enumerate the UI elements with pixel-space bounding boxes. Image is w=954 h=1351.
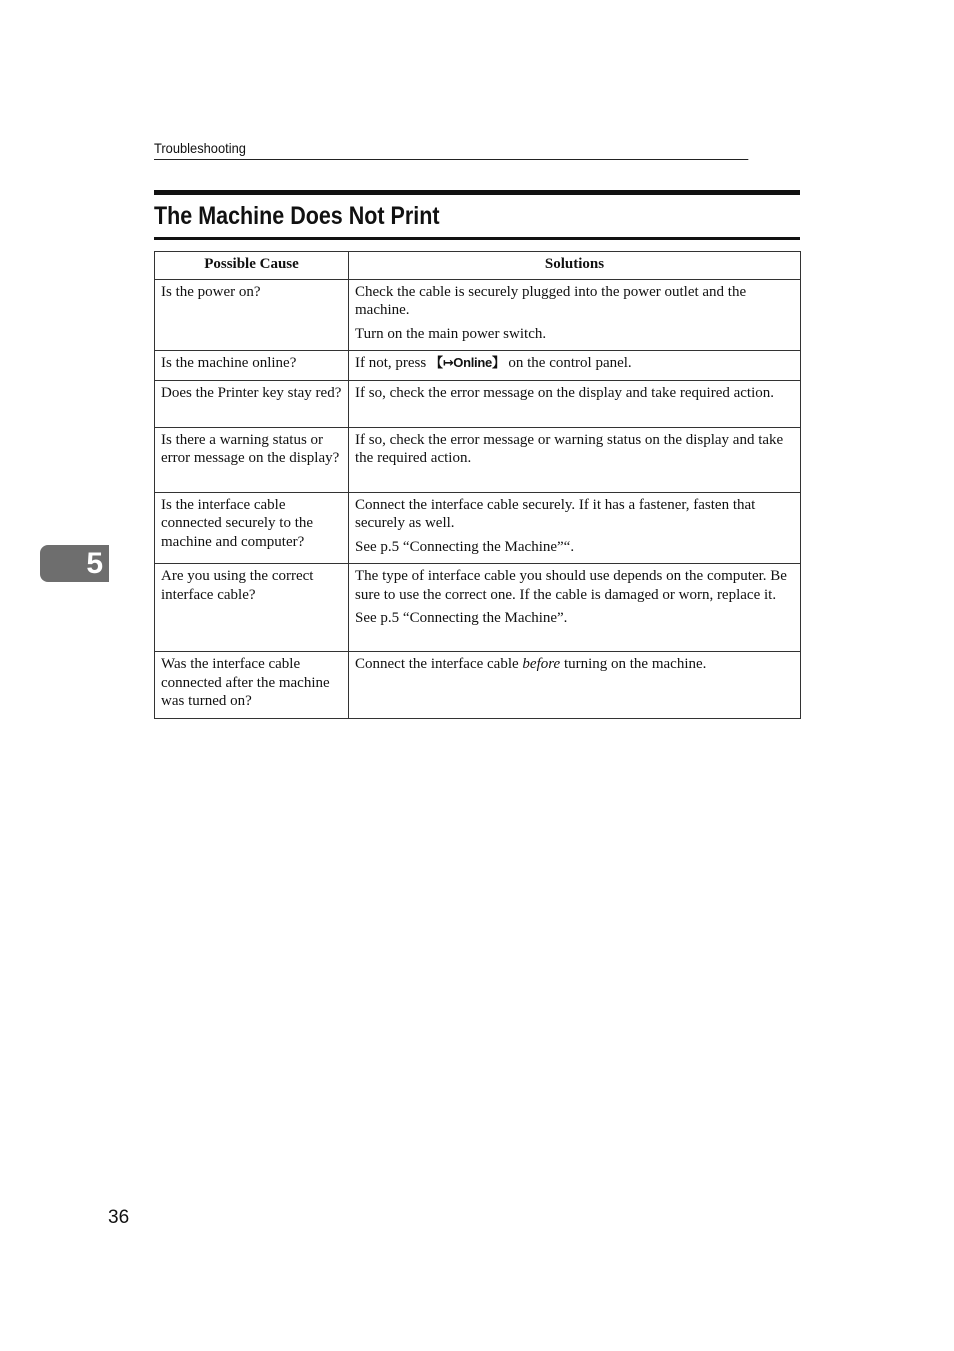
table-row — [155, 564, 801, 652]
title-rule-top — [154, 190, 800, 195]
table-row — [155, 351, 801, 381]
solution-text-after: turning on the machine. — [560, 656, 707, 672]
section-title: The Machine Does Not Print — [154, 202, 440, 230]
solution-text: Turn on the main power switch. — [355, 325, 547, 342]
cause-cell: Is the power on? — [155, 279, 349, 351]
header-possible-cause: Possible Cause — [155, 252, 349, 280]
table-row — [155, 652, 801, 719]
solution-text: The type of interface cable you should use depends on the computer. Be sure to use the correct one. If the cable is damaged or worn, replace it. — [355, 568, 787, 603]
table-row — [155, 427, 801, 492]
solution-text-after: on the control panel. — [504, 355, 632, 371]
solution-cell — [349, 380, 801, 427]
solution-text: Check the cable is securely plugged into the power outlet and the machine. — [355, 283, 747, 318]
cause-cell: Is there a warning status or error message on the display? — [155, 427, 349, 492]
header-solutions: Solutions — [349, 252, 801, 280]
cause-cell: Are you using the correct interface cable? — [155, 564, 349, 652]
solution-text-before: If not, press — [355, 355, 430, 371]
chapter-tab: 5 — [40, 545, 109, 582]
solution-cell — [349, 564, 801, 652]
solution-text-before: Connect the interface cable — [355, 656, 523, 672]
solution-text — [355, 354, 794, 373]
table-row — [155, 380, 801, 427]
solution-text: If so, check the error message or warning status on the display and take the required action. — [355, 431, 784, 466]
table-row — [155, 279, 801, 351]
running-head: Troubleshooting — [154, 139, 748, 160]
cause-cell: Does the Printer key stay red? — [155, 380, 349, 427]
cause-cell: Is the interface cable connected securely to the machine and computer? — [155, 492, 349, 564]
solution-emphasis: before — [522, 656, 561, 672]
solution-cell — [349, 279, 801, 351]
online-key-label: 【↦Online】 — [430, 355, 505, 370]
solution-cell — [349, 652, 801, 719]
solution-text: See p.5 “Connecting the Machine”“. — [355, 538, 575, 555]
cause-cell: Is the machine online? — [155, 351, 349, 381]
table-row — [155, 492, 801, 564]
page-number: 36 — [108, 1207, 130, 1228]
solution-text: Connect the interface cable securely. If it has a fastener, fasten that securely as well. — [355, 496, 756, 531]
solution-cell — [349, 427, 801, 492]
table-header-row — [155, 252, 801, 280]
troubleshooting-table — [154, 251, 801, 719]
title-rule-bottom — [154, 237, 800, 240]
solution-text — [355, 655, 794, 674]
solution-cell — [349, 492, 801, 564]
solution-cell — [349, 351, 801, 381]
solution-text: If so, check the error message on the display and take required action. — [355, 384, 775, 401]
cause-cell: Was the interface cable connected after the machine was turned on? — [155, 652, 349, 719]
solution-text: See p.5 “Connecting the Machine”. — [355, 610, 568, 626]
